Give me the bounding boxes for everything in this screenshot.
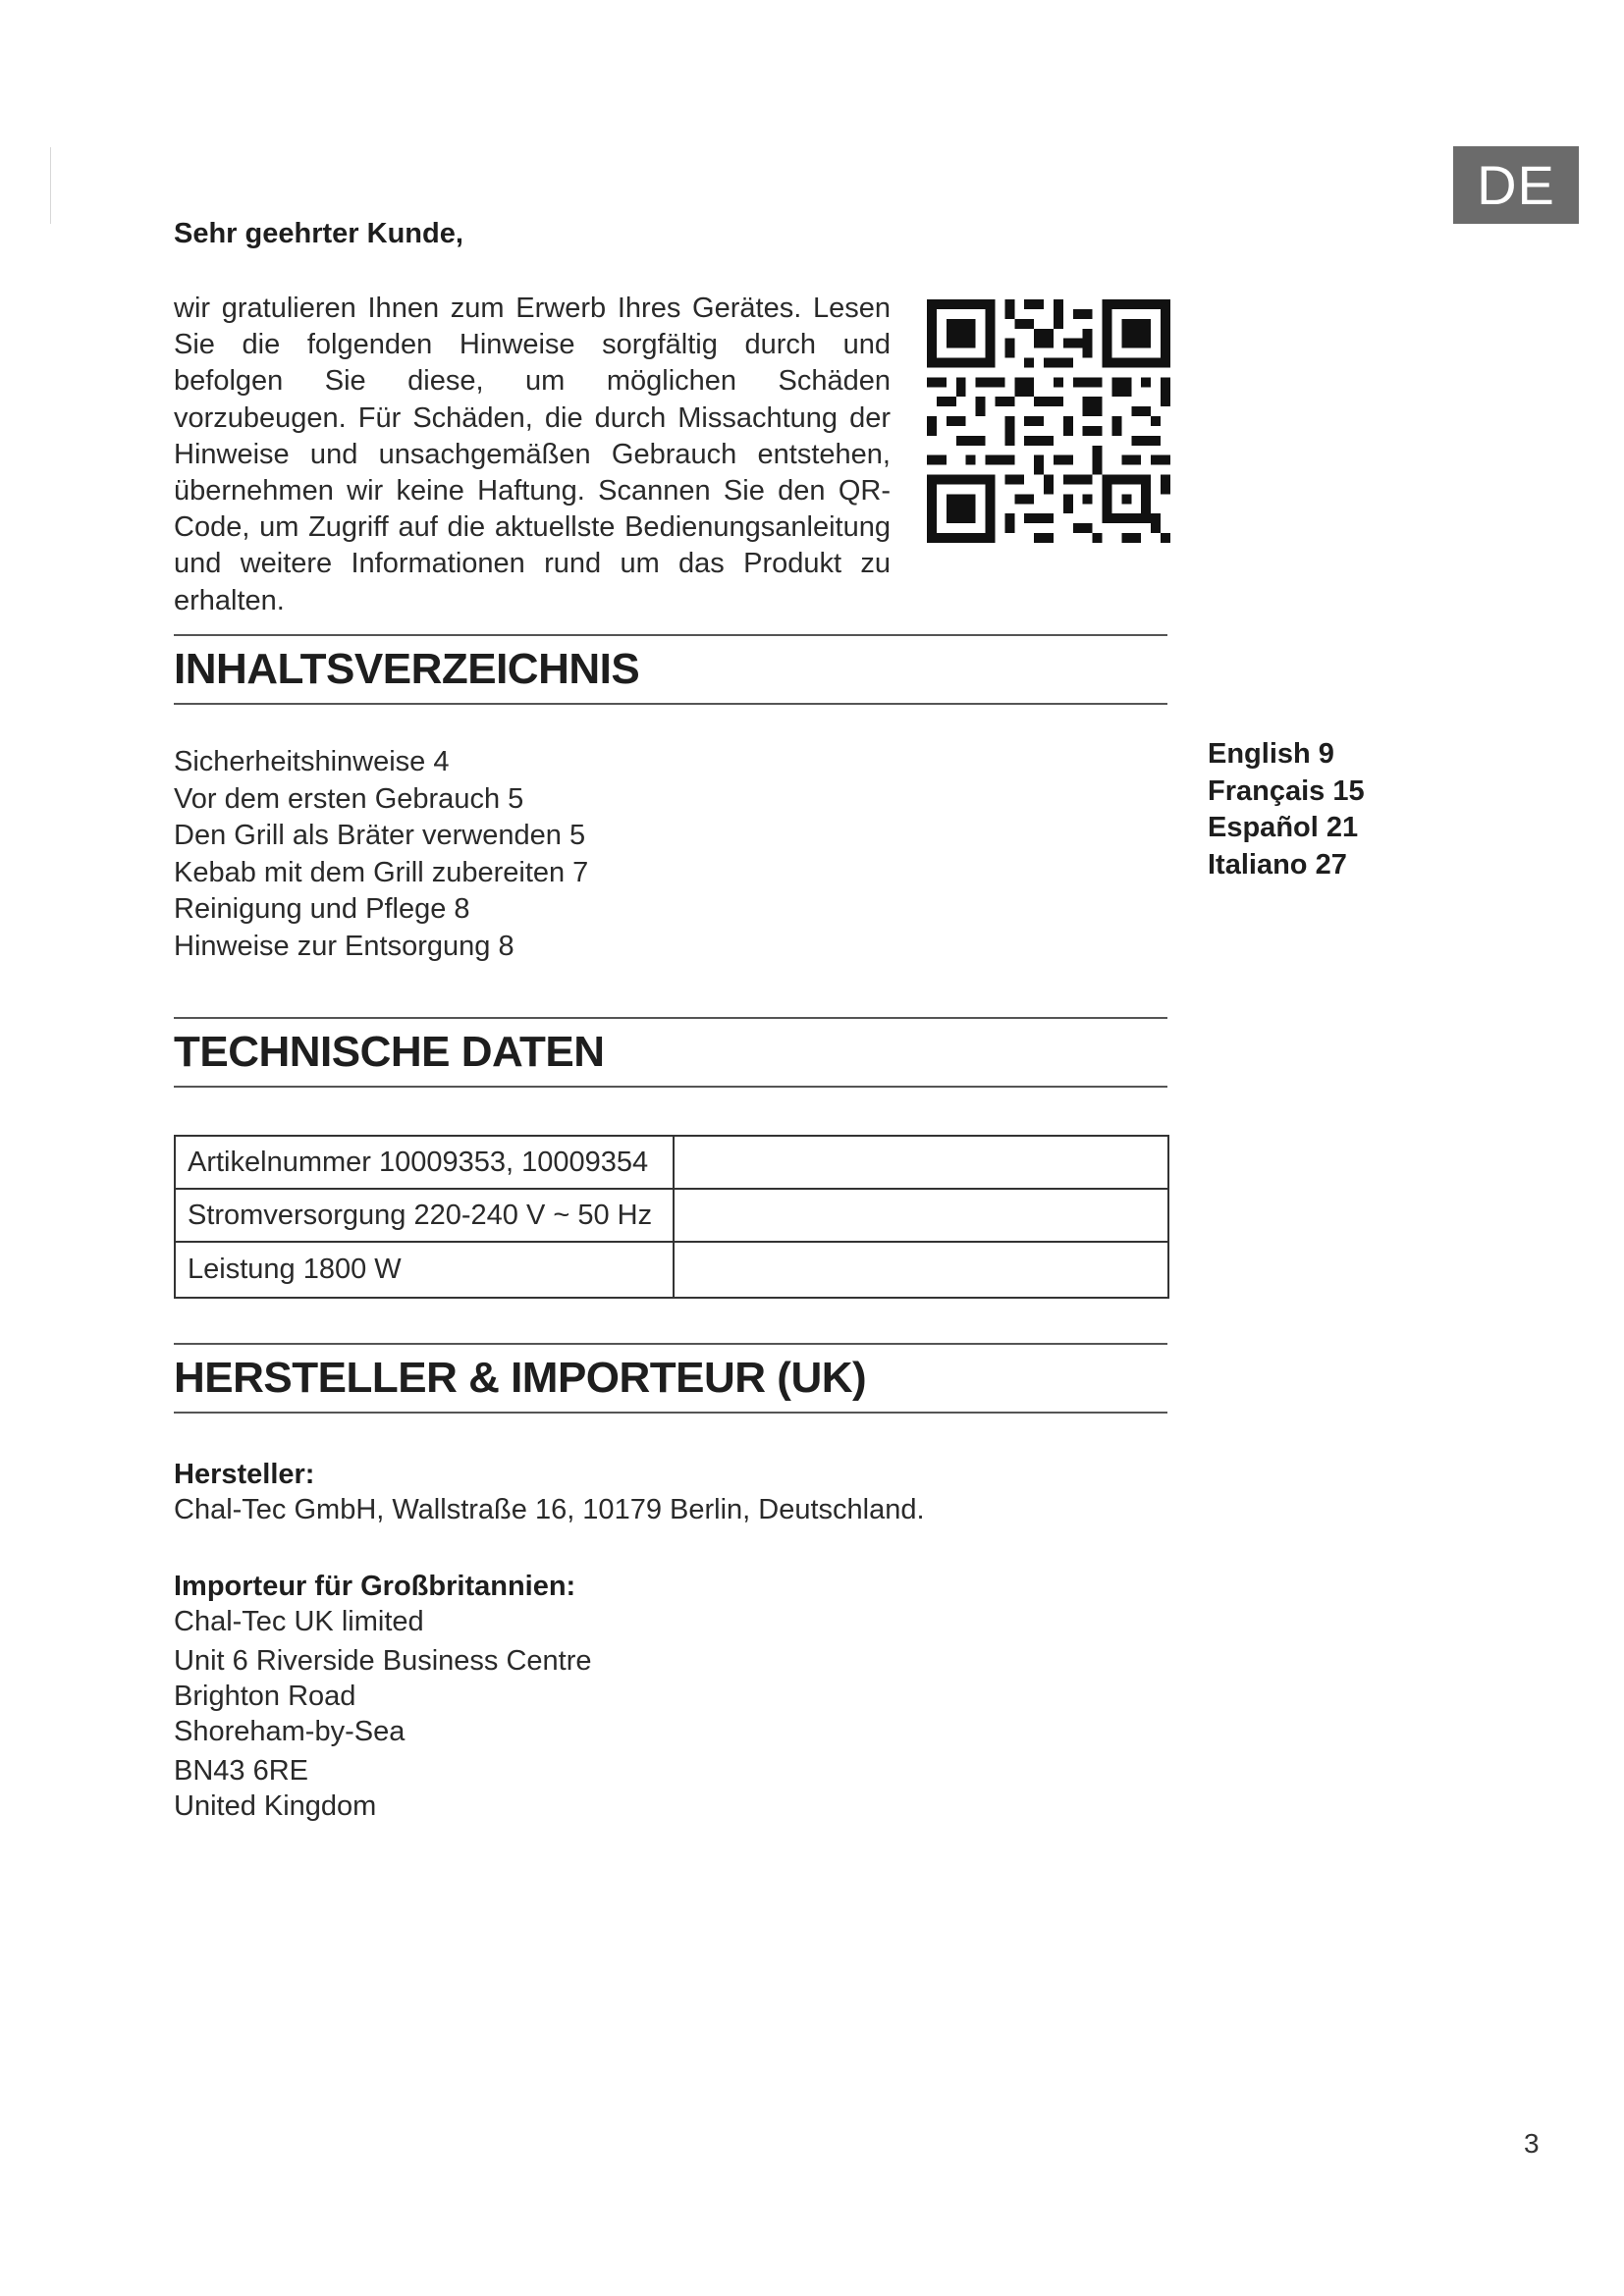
language-tab: DE (1453, 146, 1579, 224)
tech-table (174, 1135, 1169, 1299)
toc-title: INHALTSVERZEICHNIS (174, 634, 1167, 705)
table-cell: Stromversorgung 220-240 V ~ 50 Hz (175, 1189, 674, 1242)
language-link-english[interactable]: English 9 (1208, 738, 1334, 770)
table-cell: Artikelnummer 10009353, 10009354 (175, 1136, 674, 1189)
hersteller-label: Hersteller: (174, 1459, 315, 1490)
table-cell (674, 1136, 1168, 1189)
toc-item[interactable]: Sicherheitshinweise 4 (174, 746, 450, 777)
language-link-italian[interactable]: Italiano 27 (1208, 848, 1347, 881)
table-row (175, 1242, 1168, 1298)
table-cell (674, 1189, 1168, 1242)
importeur-label: Importeur für Großbritannien: (174, 1571, 576, 1602)
margin-divider (50, 147, 51, 224)
hersteller-address: Chal-Tec GmbH, Wallstraße 16, 10179 Berlin, Deutschland. (174, 1494, 925, 1525)
hersteller-block (174, 1457, 925, 1527)
importeur-line: Shoreham-by-Sea (174, 1716, 406, 1747)
importeur-line: Brighton Road (174, 1681, 356, 1712)
tech-title: TECHNISCHE DATEN (174, 1017, 1167, 1088)
page-number: 3 (1524, 2128, 1540, 2159)
table-cell: Leistung 1800 W (175, 1242, 674, 1298)
table-cell (674, 1242, 1168, 1298)
toc-list (174, 744, 588, 965)
intro-paragraph: wir gratulieren Ihnen zum Erwerb Ihres Gerätes. Lesen Sie die folgenden Hinweise sorgfältig durch und befolgen Sie diese, um möglichen Schäden vorzubeugen. Für Schäden, die durch Missachtung der Hinweise und unsachgemäßen Gebrauch entstehen, übernehmen wir keine Haftung. Scannen Sie den QR-Code, um Zugriff auf die aktuellste Bedienungsanleitung und weitere Informationen rund um das Produkt zu erhalten. (174, 293, 891, 616)
qr-code-icon[interactable] (927, 299, 1170, 543)
importeur-line: United Kingdom (174, 1790, 377, 1822)
manufacturer-title: HERSTELLER & IMPORTEUR (UK) (174, 1343, 1167, 1414)
table-row (175, 1189, 1168, 1242)
toc-item[interactable]: Den Grill als Bräter verwenden 5 (174, 820, 586, 851)
importeur-block (174, 1569, 592, 1824)
importeur-line: Unit 6 Riverside Business Centre (174, 1645, 592, 1677)
toc-item[interactable]: Hinweise zur Entsorgung 8 (174, 930, 514, 962)
importeur-line: Chal-Tec UK limited (174, 1606, 424, 1637)
language-link-spanish[interactable]: Español 21 (1208, 812, 1359, 843)
toc-item[interactable]: Vor dem ersten Gebrauch 5 (174, 782, 524, 815)
language-link-french[interactable]: Français 15 (1208, 774, 1365, 807)
greeting: Sehr geehrter Kunde, (174, 218, 463, 249)
toc-item[interactable]: Kebab mit dem Grill zubereiten 7 (174, 856, 589, 888)
table-row (175, 1136, 1168, 1189)
importeur-line: BN43 6RE (174, 1755, 309, 1787)
language-list (1208, 736, 1365, 883)
toc-item[interactable]: Reinigung und Pflege 8 (174, 893, 470, 925)
